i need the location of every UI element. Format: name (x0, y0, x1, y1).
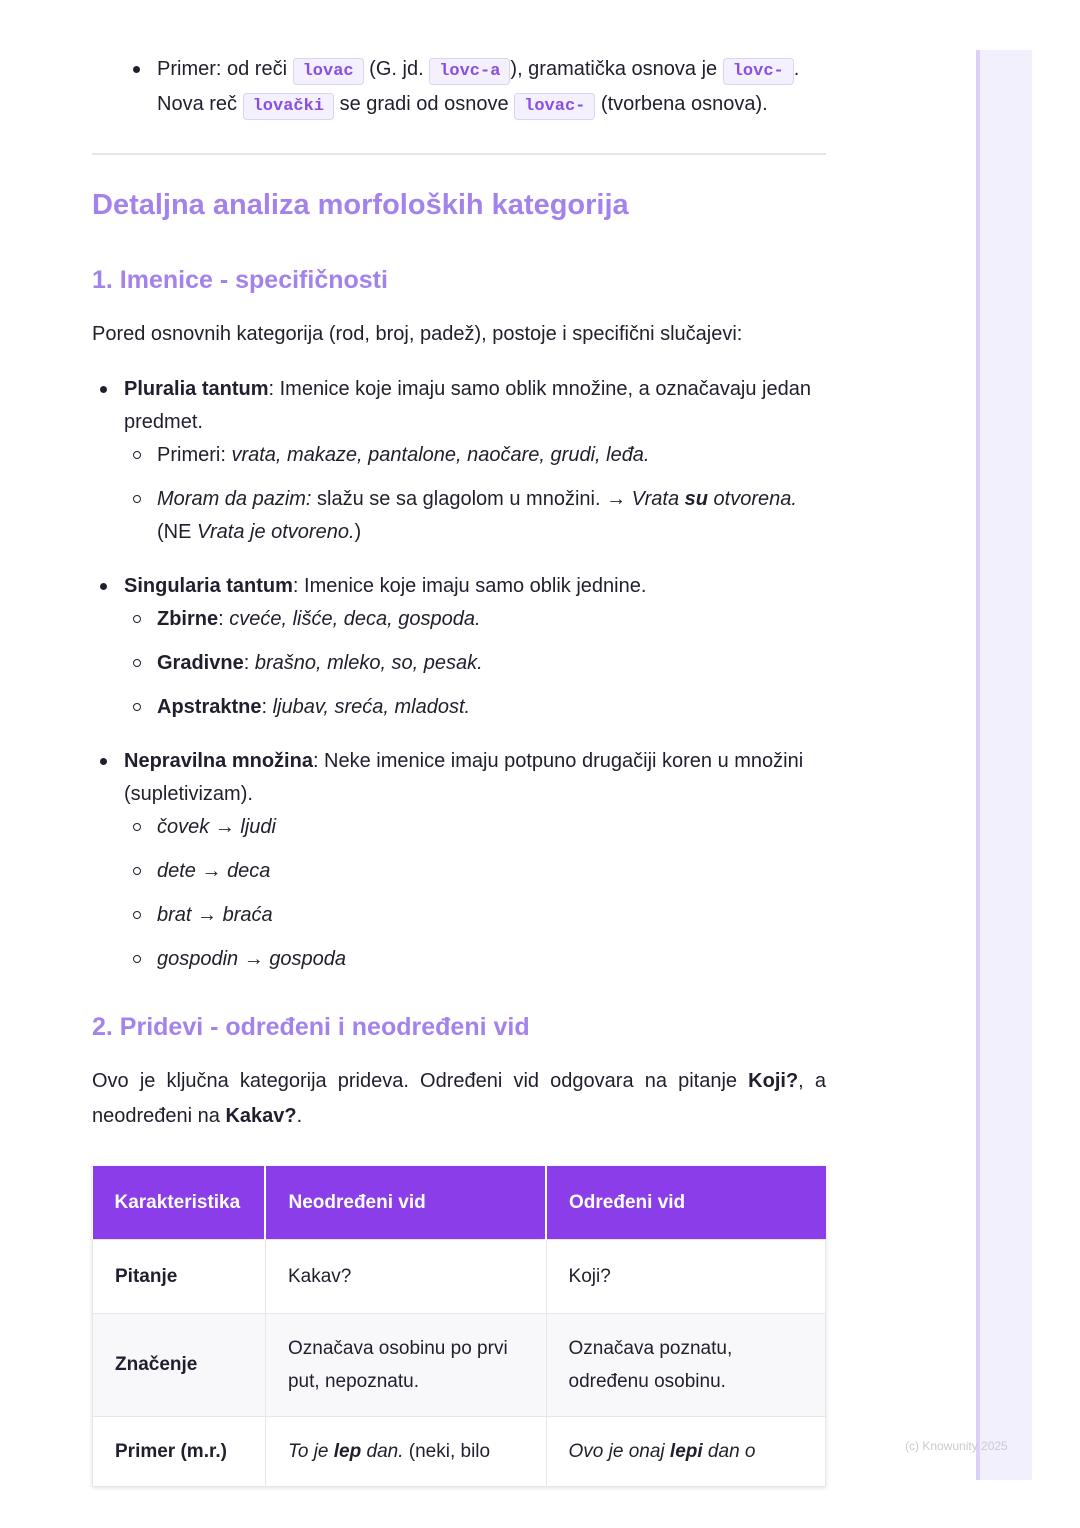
sub-item: Apstraktne: ljubav, sreća, mladost. (124, 691, 826, 724)
from: gospodin (157, 948, 239, 970)
to: braća (222, 904, 273, 926)
label: Primeri: (157, 444, 232, 466)
text: ), gramatička osnova je (510, 58, 723, 80)
text: Primer: od reči (157, 58, 293, 80)
desc: : Neke imenice imaju potpuno drugačiji koren u množini (supletivizam). (124, 750, 804, 805)
table-header-row (93, 1166, 826, 1239)
table-cell: Kakav? (265, 1239, 546, 1313)
divider (92, 153, 826, 155)
sub-list (124, 439, 826, 549)
list-item-singularia (92, 570, 826, 724)
text: (tvorbena osnova). (595, 93, 768, 115)
code-lovc: lovc- (723, 58, 794, 85)
desc: : Imenice koje imaju samo oblik množine, a označavaju jedan predmet. (124, 378, 811, 433)
label: Apstraktne (157, 696, 262, 718)
sub-item: Zbirne: cveće, lišće, deca, gospoda. (124, 603, 826, 636)
table-cell: Pitanje (93, 1239, 266, 1313)
sub-item (124, 483, 826, 549)
text-bold: Kakav? (225, 1105, 297, 1127)
text: (neki, bilo (403, 1440, 491, 1462)
sidebar-strip (976, 50, 1032, 1480)
section2-paragraph (92, 1064, 826, 1134)
noun-list (92, 373, 826, 976)
text: , a neodređeni na (92, 1070, 826, 1127)
desc: : Imenice koje imaju samo oblik jednine. (292, 575, 647, 597)
table-cell: Značenje (93, 1313, 266, 1416)
note-ex-bold: su (684, 488, 708, 510)
term: Singularia tantum (124, 575, 293, 597)
list-item-nepravilna (92, 745, 826, 976)
examples: ljubav, sreća, mladost. (272, 696, 471, 718)
label: Zbirne (157, 608, 219, 630)
text: . (296, 1105, 303, 1127)
note-label: Moram da pazim: (157, 488, 312, 510)
text: (G. jd. (363, 58, 430, 80)
adjective-table (92, 1166, 826, 1487)
sub-item (124, 899, 826, 932)
sub-item (124, 811, 826, 844)
sub-item (124, 855, 826, 888)
text: Ovo je ključna kategorija prideva. Određeni vid odgovara na pitanje (92, 1070, 749, 1092)
sub-item: Gradivne: brašno, mleko, so, pesak. (124, 647, 826, 680)
note-ex: Vrata (631, 488, 685, 510)
sub-list (124, 603, 826, 724)
text-bold: lepi (669, 1440, 703, 1462)
section1-intro: Pored osnovnih kategorija (rod, broj, padež), postoje i specifični slučajevi: (92, 323, 743, 345)
text: (NE (157, 521, 197, 543)
table-row (93, 1313, 826, 1416)
code-lovacki: lovački (243, 93, 334, 120)
examples: brašno, mleko, so, pesak. (254, 652, 483, 674)
to: ljudi (240, 816, 276, 838)
sub-list (124, 811, 826, 976)
table-cell: Primer (m.r.) (93, 1416, 266, 1486)
text: dan o (702, 1440, 756, 1462)
from: dete (157, 860, 196, 882)
arrow-icon: → (197, 904, 218, 926)
table-cell (546, 1416, 825, 1486)
code-lovc-a: lovc-a (429, 58, 510, 85)
text: ) (354, 521, 362, 543)
term: Pluralia tantum (124, 378, 269, 400)
section2-heading: 2. Pridevi - određeni i neodređeni vid (92, 1013, 530, 1041)
term: Nepravilna množina (124, 750, 313, 772)
examples: cveće, lišće, deca, gospoda. (229, 608, 481, 630)
header-cell: Određeni vid (546, 1166, 825, 1239)
header-cell: Karakteristika (93, 1166, 266, 1239)
text: Ovo je onaj (568, 1440, 670, 1462)
table-cell (265, 1416, 546, 1486)
header-cell: Neodređeni vid (265, 1166, 546, 1239)
watermark: (c) Knowunity 2025 (905, 1439, 1008, 1453)
text: To je (287, 1440, 334, 1462)
code-lovac: lovac (293, 58, 364, 85)
text-bold: lep (333, 1440, 362, 1462)
note-text: slažu se sa glagolom u množini. → (311, 488, 632, 510)
arrow-icon: → (243, 948, 264, 970)
table-cell: Koji? (546, 1239, 825, 1313)
section1-heading: 1. Imenice - specifičnosti (92, 266, 388, 294)
code-lovac-stem: lovac- (514, 93, 595, 120)
arrow-icon: → (201, 860, 222, 882)
note-ex: otvorena. (708, 488, 797, 510)
text: Nova reč (157, 93, 243, 115)
text-bold: Koji? (748, 1070, 799, 1092)
sub-item (124, 439, 826, 472)
label: Gradivne (157, 652, 244, 674)
document-content (92, 50, 826, 1487)
example-list-item (92, 53, 826, 123)
table-row (93, 1239, 826, 1313)
examples: vrata, makaze, pantalone, naočare, grudi, leđa. (231, 444, 650, 466)
from: brat (157, 904, 192, 926)
from: čovek (157, 816, 210, 838)
list-item-pluralia (92, 373, 826, 549)
table-cell: Označava poznatu, određenu osobinu. (546, 1313, 825, 1416)
main-heading: Detaljna analiza morfoloških kategorija (92, 189, 629, 221)
text: dan. (361, 1440, 404, 1462)
table-row (93, 1416, 826, 1486)
to: gospoda (269, 948, 347, 970)
arrow-icon: → (214, 816, 235, 838)
text: Vrata je otvoreno. (197, 521, 355, 543)
text: se gradi od osnove (334, 93, 515, 115)
text: . (793, 58, 800, 80)
to: deca (227, 860, 271, 882)
sub-item (124, 943, 826, 976)
table-cell: Označava osobinu po prvi put, nepoznatu. (265, 1313, 546, 1416)
